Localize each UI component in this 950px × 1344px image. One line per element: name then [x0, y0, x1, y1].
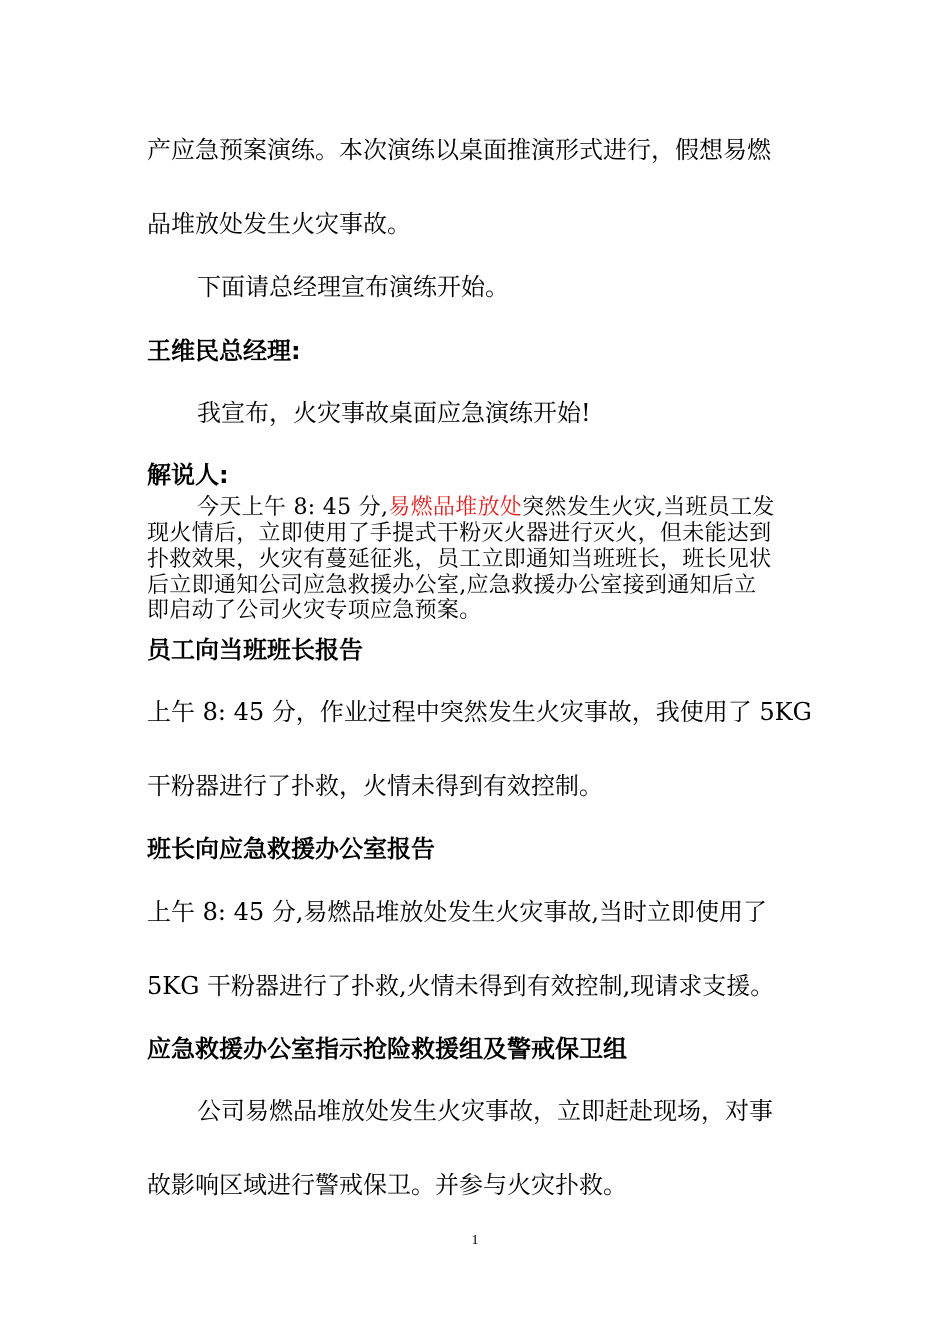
narration-line: 后立即通知公司应急救援办公室,应急救援办公室接到通知后立: [147, 573, 757, 598]
speaker-heading: 王维民总经理:: [147, 337, 301, 365]
instruction-line: 公司易燃品堆放处发生火灾事故，立即赶赴现场，对事: [197, 1097, 773, 1125]
narration-line: [197, 496, 775, 520]
highlighted-location: 易燃品堆放处: [388, 495, 523, 520]
report-line: 上午 8: 45 分，作业过程中突然发生火灾事故，我使用了 5KG: [147, 698, 812, 726]
section-heading: 应急救援办公室指示抢险救援组及警戒保卫组: [147, 1035, 627, 1063]
report-line: 5KG 干粉器进行了扑救,火情未得到有效控制,现请求支援。: [147, 972, 775, 1000]
narration-line: 扑救效果，火灾有蔓延征兆，员工立即通知当班班长，班长见状: [147, 547, 772, 572]
section-heading: 班长向应急救援办公室报告: [147, 835, 435, 863]
narration-text: 突然发生火灾,当班员工发: [522, 495, 775, 520]
narration-text: 今天上午 8: 45 分,: [197, 495, 389, 520]
speaker-heading: 解说人:: [147, 461, 229, 489]
announcement-text: 下面请总经理宣布演练开始。: [197, 273, 509, 301]
narration-line: 现火情后，立即使用了手提式干粉灭火器进行灭火，但未能达到: [147, 521, 772, 546]
paragraph-line: 产应急预案演练。本次演练以桌面推演形式进行，假想易燃: [147, 136, 771, 164]
paragraph-line: 品堆放处发生火灾事故。: [147, 210, 411, 238]
report-line: 上午 8: 45 分,易燃品堆放处发生火灾事故,当时立即使用了: [147, 898, 768, 926]
section-heading: 员工向当班班长报告: [147, 636, 363, 664]
instruction-line: 故影响区域进行警戒保卫。并参与火灾扑救。: [147, 1171, 627, 1199]
narration-line: 即启动了公司火灾专项应急预案。: [147, 598, 482, 623]
report-line: 干粉器进行了扑救，火情未得到有效控制。: [147, 772, 603, 800]
page-number: 1: [471, 1233, 479, 1248]
declaration-text: 我宣布，火灾事故桌面应急演练开始!: [197, 399, 591, 427]
